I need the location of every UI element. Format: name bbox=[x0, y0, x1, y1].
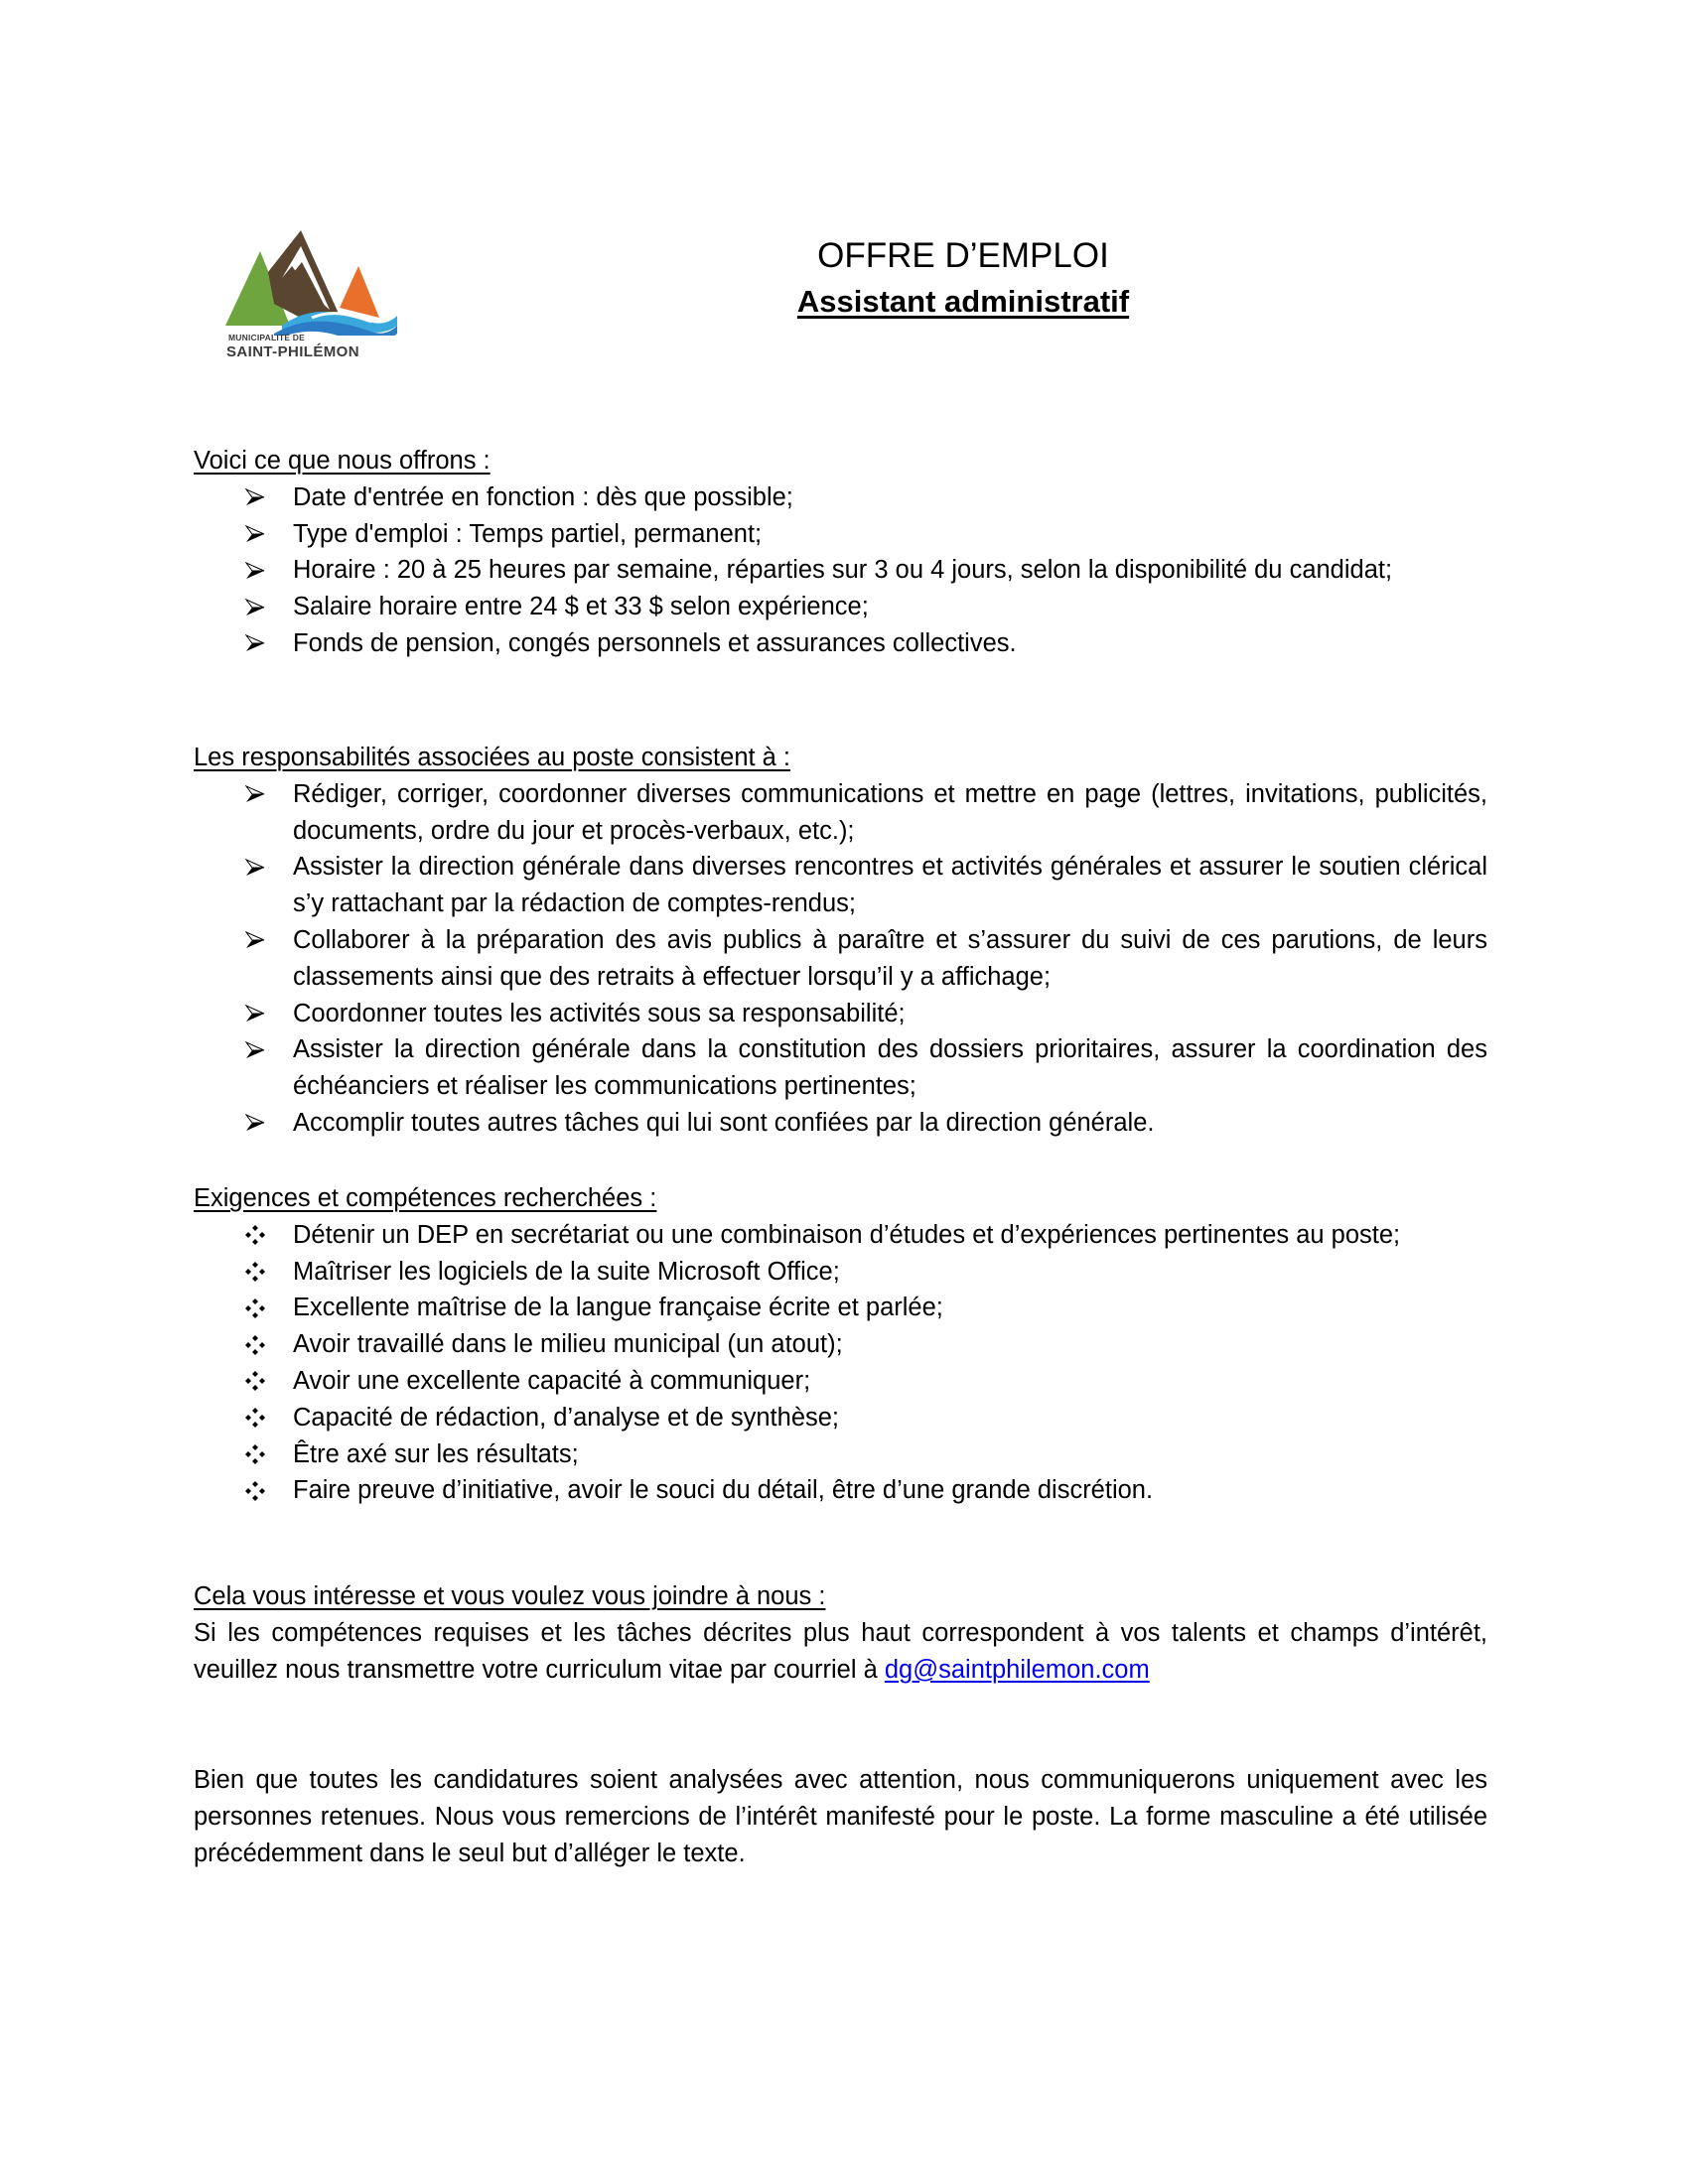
list-item: Collaborer à la préparation des avis publics à paraître et s’assurer du suivi de ces parutions, de leurs classements ainsi que des retraits à effectuer lorsqu’il y a affichage; bbox=[194, 922, 1487, 996]
section-responsibilities bbox=[194, 740, 1487, 1142]
four-diamond-bullet-icon bbox=[245, 1326, 275, 1363]
arrowhead-bullet-icon bbox=[245, 589, 275, 625]
four-diamond-bullet-icon bbox=[245, 1254, 275, 1291]
requirements-list bbox=[194, 1217, 1487, 1509]
apply-paragraph bbox=[194, 1615, 1487, 1689]
list-item: Capacité de rédaction, d’analyse et de synthèse; bbox=[194, 1400, 1487, 1436]
list-item: Rédiger, corriger, coordonner diverses communications et mettre en page (lettres, invitations, publicités, documents, ordre du jour et procès-verbaux, etc.); bbox=[194, 776, 1487, 850]
four-diamond-bullet-icon bbox=[245, 1472, 275, 1509]
section-heading-offer: Voici ce que nous offrons : bbox=[194, 447, 491, 475]
section-requirements bbox=[194, 1180, 1487, 1509]
list-item: Faire preuve d’initiative, avoir le souci du détail, être d’une grande discrétion. bbox=[194, 1472, 1487, 1509]
list-item: Maîtriser les logiciels de la suite Microsoft Office; bbox=[194, 1254, 1487, 1291]
list-item: Horaire : 20 à 25 heures par semaine, réparties sur 3 ou 4 jours, selon la disponibilité du candidat; bbox=[194, 552, 1487, 589]
apply-text: Si les compétences requises et les tâches décrites plus haut correspondent à vos talents et champs d’intérêt, veuillez nous transmettre votre curriculum vitae par courriel à bbox=[194, 1618, 1487, 1684]
job-title: Assistant administratif bbox=[796, 284, 1130, 319]
arrowhead-bullet-icon bbox=[245, 996, 275, 1032]
list-item: Assister la direction générale dans diverses rencontres et activités générales et assurer le soutien clérical s’y rattachant par la rédaction de comptes-rendus; bbox=[194, 849, 1487, 922]
four-diamond-bullet-icon bbox=[245, 1436, 275, 1473]
arrowhead-bullet-icon bbox=[245, 479, 275, 516]
email-link[interactable]: dg@saintphilemon.com bbox=[884, 1655, 1150, 1684]
four-diamond-bullet-icon bbox=[245, 1400, 275, 1436]
municipality-logo bbox=[222, 226, 397, 365]
section-heading-requirements: Exigences et compétences recherchées : bbox=[194, 1184, 657, 1212]
list-item: Excellente maîtrise de la langue française écrite et parlée; bbox=[194, 1290, 1487, 1326]
list-item: Avoir une excellente capacité à communiquer; bbox=[194, 1363, 1487, 1400]
list-item: Type d'emploi : Temps partiel, permanent; bbox=[194, 516, 1487, 553]
logo-municipality-name: SAINT-PHILÉMON bbox=[226, 343, 359, 360]
arrowhead-bullet-icon bbox=[245, 776, 275, 813]
arrowhead-bullet-icon bbox=[245, 1031, 275, 1068]
logo-municipality-label: MUNICIPALITÉ DE bbox=[228, 333, 305, 342]
list-item: Avoir travaillé dans le milieu municipal (un atout); bbox=[194, 1326, 1487, 1363]
list-item: Détenir un DEP en secrétariat ou une combinaison d’études et d’expériences pertinentes au poste; bbox=[194, 1217, 1487, 1254]
section-closing bbox=[194, 1762, 1487, 1871]
arrowhead-bullet-icon bbox=[245, 1105, 275, 1142]
four-diamond-bullet-icon bbox=[245, 1290, 275, 1326]
section-apply bbox=[194, 1578, 1487, 1688]
mountains-river-logo-icon bbox=[222, 226, 397, 336]
list-item: Fonds de pension, congés personnels et assurances collectives. bbox=[194, 625, 1487, 662]
section-heading-responsibilities: Les responsabilités associées au poste consistent à : bbox=[194, 744, 791, 771]
page-title: OFFRE D’EMPLOI bbox=[817, 236, 1109, 275]
list-item: Salaire horaire entre 24 $ et 33 $ selon expérience; bbox=[194, 589, 1487, 625]
list-item: Assister la direction générale dans la constitution des dossiers prioritaires, assurer la coordination des échéanciers et réaliser les communications pertinentes; bbox=[194, 1031, 1487, 1105]
list-item: Coordonner toutes les activités sous sa responsabilité; bbox=[194, 996, 1487, 1032]
offer-list bbox=[194, 479, 1487, 662]
closing-paragraph: Bien que toutes les candidatures soient analysées avec attention, nous communiquerons uniquement avec les personnes retenues. Nous vous remercions de l’intérêt manifesté pour le poste. La forme masculine a été utilisée précédemment dans le seul but d’alléger le texte. bbox=[194, 1766, 1487, 1867]
section-heading-apply: Cela vous intéresse et vous voulez vous joindre à nous : bbox=[194, 1582, 826, 1610]
four-diamond-bullet-icon bbox=[245, 1217, 275, 1254]
list-item: Être axé sur les résultats; bbox=[194, 1436, 1487, 1473]
list-item: Accomplir toutes autres tâches qui lui sont confiées par la direction générale. bbox=[194, 1105, 1487, 1142]
arrowhead-bullet-icon bbox=[245, 849, 275, 886]
arrowhead-bullet-icon bbox=[245, 922, 275, 959]
arrowhead-bullet-icon bbox=[245, 552, 275, 589]
responsibilities-list bbox=[194, 776, 1487, 1142]
section-offer bbox=[194, 443, 1487, 662]
arrowhead-bullet-icon bbox=[245, 625, 275, 662]
list-item: Date d'entrée en fonction : dès que possible; bbox=[194, 479, 1487, 516]
four-diamond-bullet-icon bbox=[245, 1363, 275, 1400]
arrowhead-bullet-icon bbox=[245, 516, 275, 553]
